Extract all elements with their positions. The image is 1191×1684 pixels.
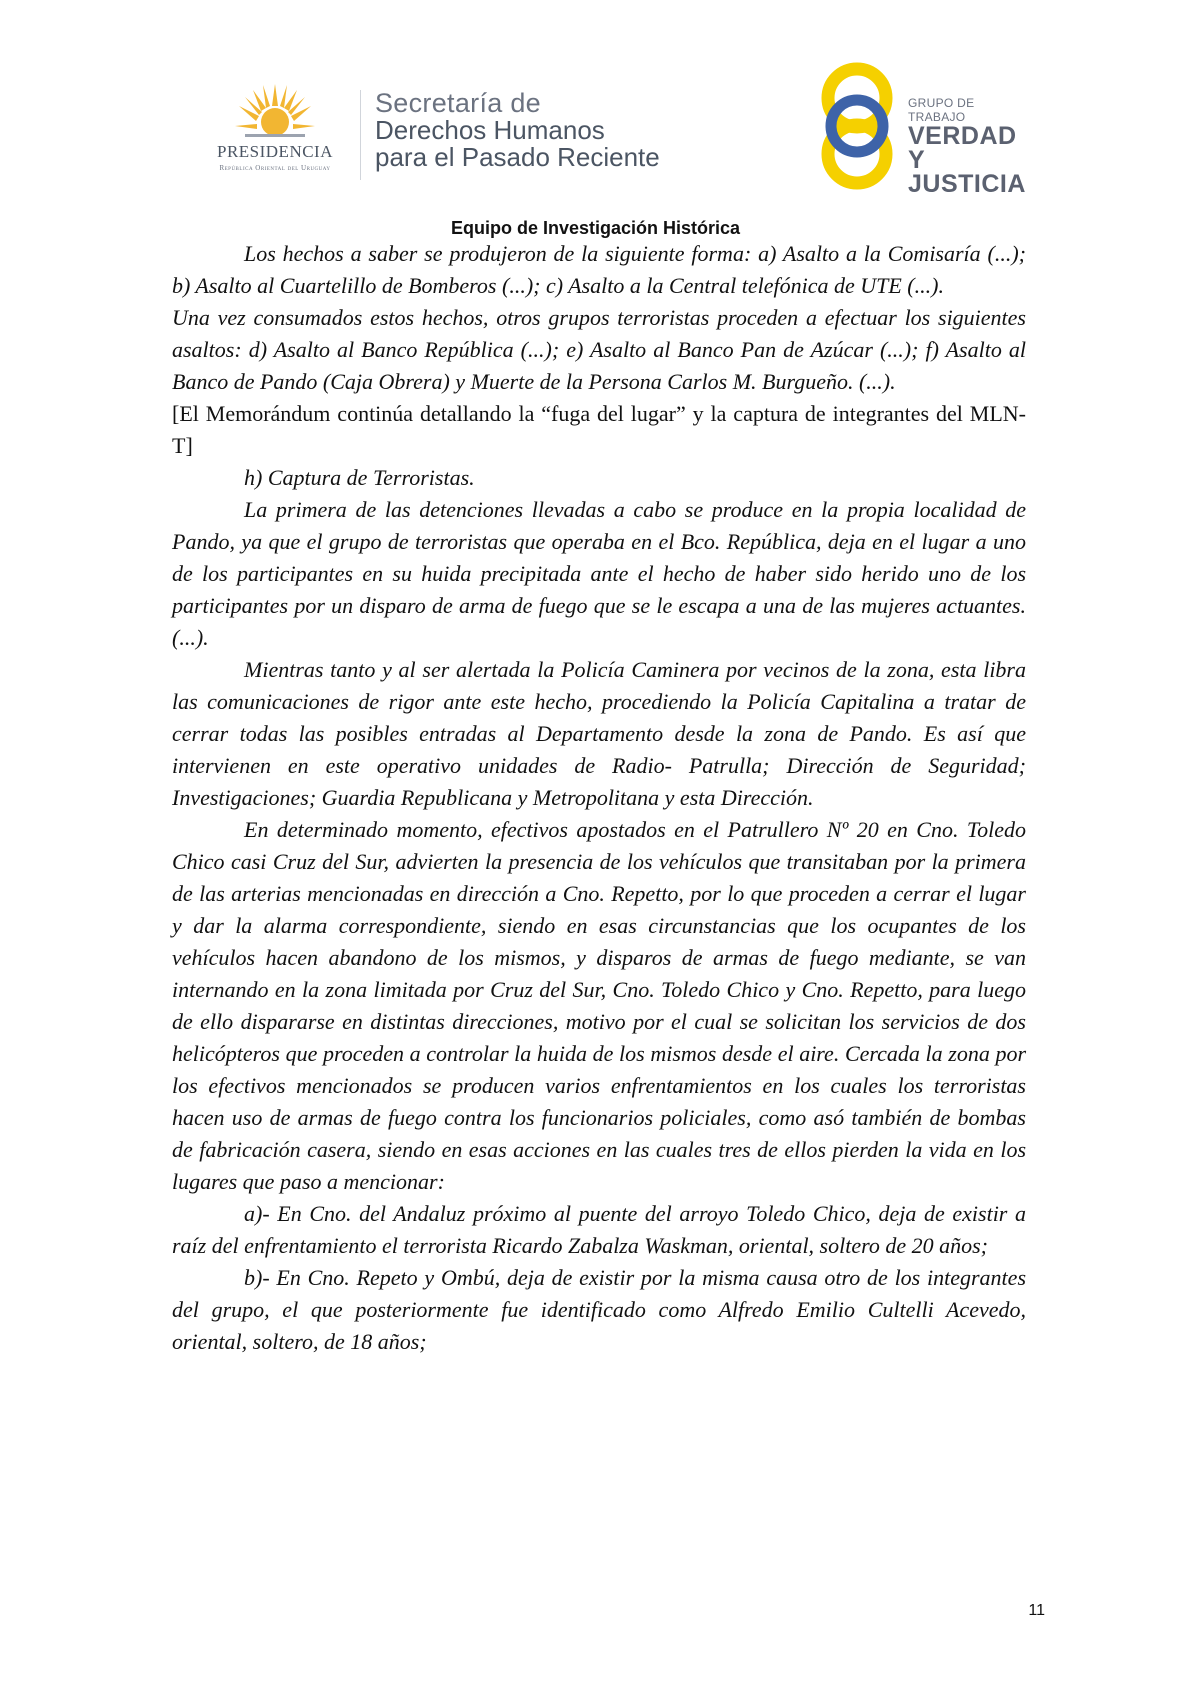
document-body [172,238,1026,1358]
paragraph: a)- En Cno. del Andaluz próximo al puente del arroyo Toledo Chico, deja de existir a raíz del enfrentamiento el terrorista Ricardo Zabalza Waskman, oriental, soltero de 20 años; [172,1201,1026,1258]
paragraph: La primera de las detenciones llevadas a cabo se produce en la propia localidad de Pando, ya que el grupo de terroristas que operaba en el Bco. República, deja en el lugar a uno de los participantes en su huida precipitada ante el hecho de haber sido herido uno de los participantes por un disparo de arma de fuego que se le escapa a una de las mujeres actuantes. (...). [172,497,1026,650]
secretaria-line-2: Derechos Humanos [375,115,605,145]
grupo-trabajo-text [908,96,1030,196]
secretaria-line-3: para el Pasado Reciente [375,142,660,172]
grupo-line-3: JUSTICIA [908,170,1026,198]
paragraph-heading: h) Captura de Terroristas. [244,465,475,490]
paragraph: En determinado momento, efectivos apostados en el Patrullero Nº 20 en Cno. Toledo Chico casi Cruz del Sur, advierten la presencia de los vehículos que transitaban por la primera de las arterias mencionadas en dirección a Cno. Repetto, por lo que proceden a cerrar el lugar y dar la alarma correspondiente, siendo en esas circunstancias que los ocupantes de los vehículos hacen abandono de los mismos, y disparos de armas de fuego mediante, se van internando en la zona limitada por Cruz del Sur, Cno. Toledo Chico y Cno. Repetto, para luego de ello dispararse en distintas direcciones, motivo por el cual se solicitan los servicios de dos helicópteros que proceden a controlar la huida de los mismos desde el aire. Cercada la zona por los efectivos mencionados se producen varios enfrentamientos en los cuales los terroristas hacen uso de armas de fuego contra los funcionarios policiales, como asó también de bombas de fabricación casera, siendo en esas acciones en las cuales tres de ellos pierden la vida en los lugares que paso a mencionar: [172,817,1026,1194]
paragraph: Mientras tanto y al ser alertada la Policía Caminera por vecinos de la zona, esta libra las comunicaciones de rigor ante este hecho, procediendo la Policía Capitalina a tratar de cerrar todas las posibles entradas al Departamento desde la zona de Pando. Es así que intervienen en este operativo unidades de Radio- Patrulla; Dirección de Seguridad; Investigaciones; Guardia Republicana y Metropolitana y esta Dirección. [172,657,1026,810]
presidencia-logo [195,82,355,182]
secretaria-line-1: Secretaría de [375,88,541,118]
grupo-trabajo-logo [810,62,1030,198]
grupo-line-1: GRUPO DE TRABAJO [908,96,975,124]
presidencia-subtitle: República Oriental del Uruguay [219,164,331,172]
paragraph: b)- En Cno. Repeto y Ombú, deja de existir por la misma causa otro de los integrantes del grupo, el que posteriormente fue identificado como Alfredo Emilio Cultelli Acevedo, oriental, soltero, de 18 años; [172,1265,1026,1354]
sun-icon [235,82,315,142]
rings-icon [810,62,905,190]
paragraph: Una vez consumados estos hechos, otros grupos terroristas proceden a efectuar los siguientes asaltos: d) Asalto al Banco República (...); e) Asalto al Banco Pan de Azúcar (...); f) Asalto al Banco de Pando (Caja Obrera) y Muerte de la Persona Carlos M. Burgueño. (...). [172,305,1026,394]
header-divider [360,90,361,180]
page-header [0,0,1191,210]
page-number: 11 [1028,1602,1045,1619]
editorial-note: [El Memorándum continúa detallando la “fuga del lugar” y la captura de integrantes del MLN- T] [172,401,1026,458]
paragraph: Los hechos a saber se produjeron de la siguiente forma: a) Asalto a la Comisaría (...); b) Asalto al Cuartelillo de Bomberos (...); c) Asalto a la Central telefónica de UTE (...). [172,241,1026,298]
secretaria-logo-text [375,90,660,171]
grupo-line-2: VERDAD Y [908,122,1017,174]
presidencia-name: PRESIDENCIA [216,142,333,161]
section-title: Equipo de Investigación Histórica [450,218,741,238]
